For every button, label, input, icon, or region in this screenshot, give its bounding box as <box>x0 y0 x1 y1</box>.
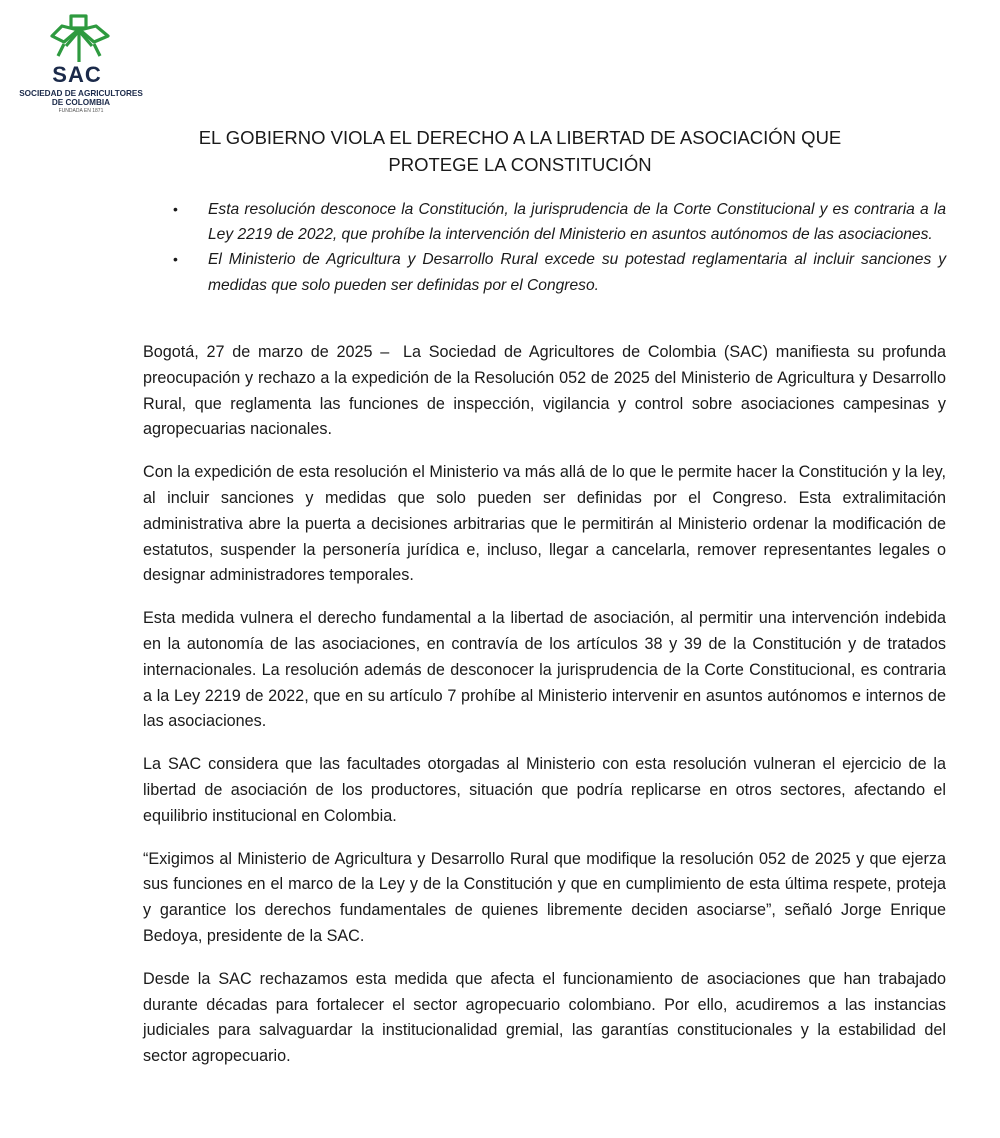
body-paragraph: Con la expedición de esta resolución el Ministerio va más allá de lo que le permite hacer la Constitución y la ley, al incluir sanciones y medidas que solo pueden ser definidas por el Congreso. Esta extralimitación administrativa abre la puerta a decisiones arbitrarias que le permitirán al Ministerio ordenar la modificación de estatutos, suspender la personería jurídica e, incluso, llegar a cancelarla, remover representantes legales o designar administradores temporales. <box>143 463 946 585</box>
page-title: EL GOBIERNO VIOLA EL DERECHO A LA LIBERTAD DE ASOCIACIÓN QUE PROTEGE LA CONSTITUCIÓN <box>198 127 842 175</box>
dateline: Bogotá, 27 de marzo de 2025 – <box>143 343 390 361</box>
logo-org-name-line-2: DE COLOMBIA <box>51 98 111 107</box>
body-paragraph: Esta medida vulnera el derecho fundamental a la libertad de asociación, al permitir una intervención indebida en la autonomía de las asociaciones, en contravía de los artículos 38 y 39 de la Constitución y de tratados internacionales. La resolución además de desconocer la jurisprudencia de la Corte Constitucional, es contraria a la Ley 2219 de 2022, que en su artículo 7 prohíbe al Ministerio intervenir en asuntos autónomos e internos de las asociaciones. <box>143 609 946 731</box>
quote-paragraph: “Exigimos al Ministerio de Agricultura y Desarrollo Rural que modifique la resolución 052 de 2025 y que ejerza sus funciones en el marco de la Ley y de la Constitución y que en cumplimiento de esta última respete, proteja y garantice los derechos fundamentales de quienes libremente deciden asociarse”, señaló Jorge Enrique Bedoya, presidente de la SAC. <box>143 849 946 945</box>
body-paragraph: La SAC considera que las facultades otorgadas al Ministerio con esta resolución vulneran el ejercicio de la libertad de asociación de los productores, situación que podría replicarse en otros sectores, afectando el equilibrio institucional en Colombia. <box>143 755 946 825</box>
body-paragraph: Desde la SAC rechazamos esta medida que afecta el funcionamiento de asociaciones que han trabajado durante décadas para fortalecer el sector agropecuario colombiano. Por ello, acudiremos a las instancias judiciales para salvaguardar la institucionalidad gremial, las garantías constitucionales y la estabilidad del sector agropecuario. <box>143 969 946 1066</box>
sac-plant-emblem-icon <box>18 12 138 68</box>
summary-bullet-text: Esta resolución desconoce la Constitución, la jurisprudencia de la Corte Constitucional y es contraria a la Ley 2219 de 2022, que prohíbe la intervención del Ministerio en asuntos autónomos de las asociaciones. <box>208 201 946 244</box>
logo-acronym: SAC <box>52 62 102 87</box>
bullet-icon: • <box>173 251 178 268</box>
lead-paragraph-text: La Sociedad de Agricultores de Colombia (SAC) manifiesta su profunda preocupación y rechazo a la expedición de la Resolución 052 de 2025 del Ministerio de Agricultura y Desarrollo Rural, que reglamenta las funciones de inspección, vigilancia y control sobre asociaciones campesinas y agropecuarias nacionales. <box>143 343 946 439</box>
summary-bullet-item <box>170 197 946 247</box>
bullet-icon: • <box>173 201 178 217</box>
summary-bullet-item <box>170 247 946 297</box>
logo-org-name-line-1: SOCIEDAD DE AGRICULTORES <box>19 89 143 98</box>
summary-bullet-text: El Ministerio de Agricultura y Desarrollo Rural excede su potestad reglamentaria al incluir sanciones y medidas que solo pueden ser definidas por el Congreso. <box>208 251 946 294</box>
press-release-body <box>143 340 946 1087</box>
lead-paragraph <box>143 340 946 443</box>
sac-logo <box>10 12 160 114</box>
logo-founded-text: FUNDADA EN 1871 <box>58 108 104 114</box>
summary-bullet-list <box>170 197 946 298</box>
